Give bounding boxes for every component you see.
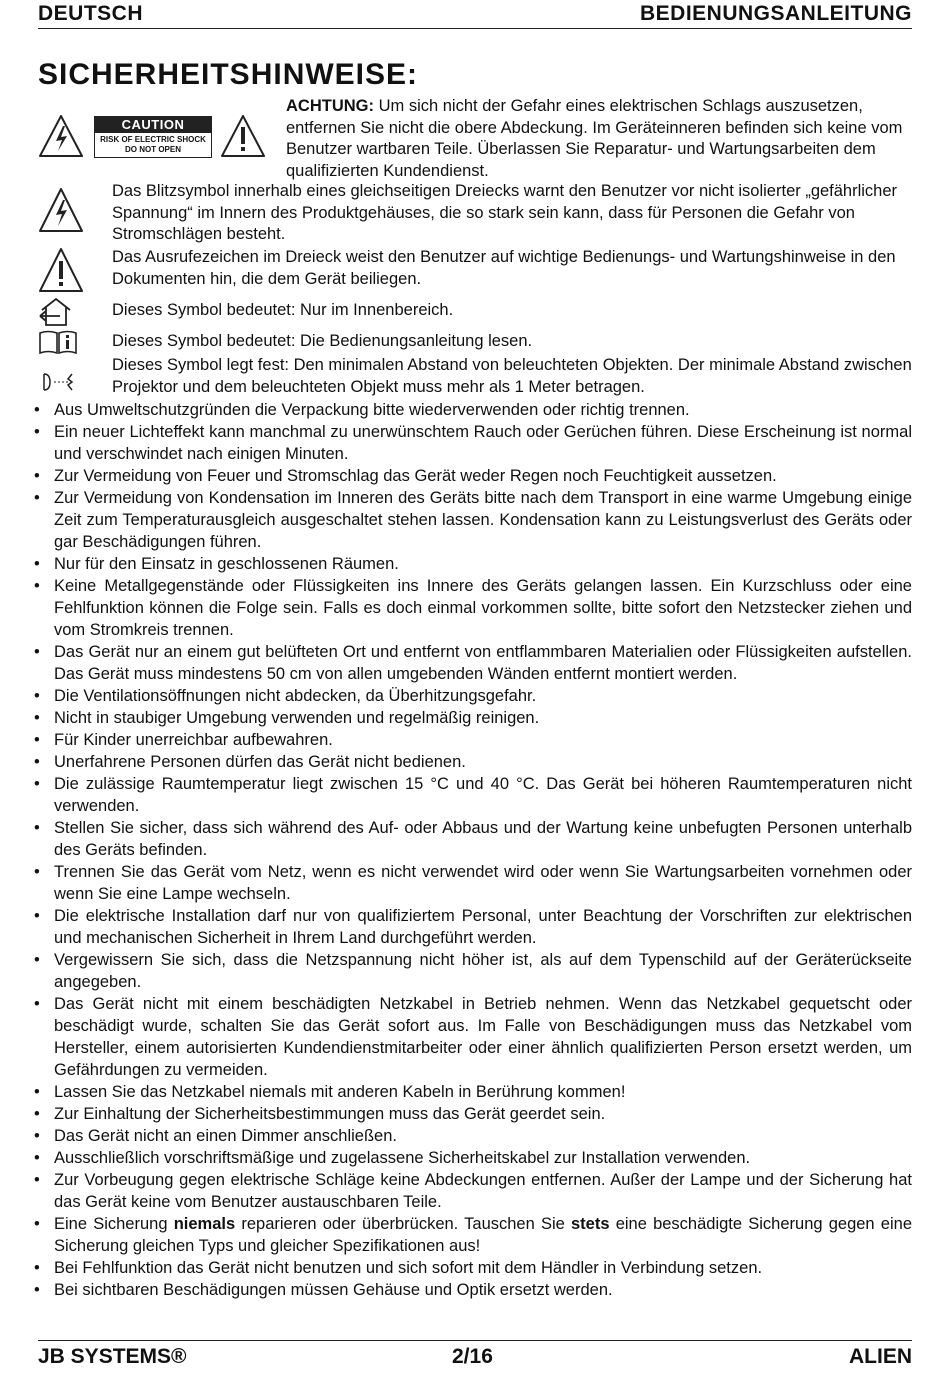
list-item: • Unerfahrene Personen dürfen das Gerät nicht bedienen. [30,751,912,773]
symbol-row-lightning [38,181,912,245]
header-language: DEUTSCH [38,2,144,25]
symbol-text: Dieses Symbol bedeutet: Die Bedienungsanleitung lesen. [112,332,533,350]
list-item: • Ausschließlich vorschriftsmäßige und zugelassene Sicherheitskabel zur Installation verwenden. [30,1147,912,1169]
symbol-text: Dieses Symbol legt fest: Den minimalen Abstand von beleuchteten Objekten. Der minimale Abstand zwischen Projektor und dem beleuchteten Objekt muss mehr als 1 Meter betragen. [112,356,912,396]
caution-label-title: CAUTION [95,117,211,133]
symbol-row-indoor [38,300,912,328]
header-doc-type: BEDIENUNGSANLEITUNG [639,2,912,25]
symbol-row-manual [38,331,912,357]
achtung-paragraph [286,96,912,182]
list-item: • Bei Fehlfunktion das Gerät nicht benutzen und sich sofort mit dem Händler in Verbindung setzen. [30,1257,912,1279]
symbol-text: Das Ausrufezeichen im Dreieck weist den Benutzer auf wichtige Bedienungs- und Wartungshinweise in den Dokumenten hin, die dem Gerät beiliegen. [112,248,896,288]
fuse-emphasis-always: stets [570,1215,610,1233]
exclamation-triangle-icon [220,114,266,158]
list-item: • Die zulässige Raumtemperatur liegt zwischen 15 °C und 40 °C. Das Gerät bei höheren Raumtemperaturen nicht verwenden. [30,773,912,817]
caution-section [38,96,912,180]
read-manual-icon [38,329,78,355]
list-item: • Ein neuer Lichteffekt kann manchmal zu unerwünschtem Rauch oder Gerüchen führen. Diese Erscheinung ist normal und verschwindet nach einigen Minuten. [30,421,912,465]
list-item: • Das Gerät nicht an einen Dimmer anschließen. [30,1125,912,1147]
list-item: • Zur Vermeidung von Kondensation im Inneren des Geräts bitte nach dem Transport in eine warme Umgebung einige Zeit zum Temperaturausgleich ausgeschaltet stehen lassen. Kondensation kann zu Leistungsverlust des Geräts oder gar Beschädigungen führen. [30,487,912,553]
achtung-text: Um sich nicht der Gefahr eines elektrischen Schlags auszusetzen, entfernen Sie nicht die obere Abdeckung. Im Geräteinneren befinden sich keine vom Benutzer wartbaren Teile. Überlassen Sie Reparatur- und Wartungsarbeiten dem qualifizierten Kundendienst. [286,97,903,180]
list-item: • Das Gerät nur an einem gut belüfteten Ort und entfernt von entflammbaren Materialien oder Flüssigkeiten aufstellen. Das Gerät muss mindestens 50 cm von allen umgebenden Wänden entfernt montiert werden. [30,641,912,685]
list-item: • Aus Umweltschutzgründen die Verpackung bitte wiederverwenden oder richtig trennen. [30,399,912,421]
symbol-row-distance [38,355,912,399]
list-item: • Trennen Sie das Gerät vom Netz, wenn es nicht verwendet wird oder wenn Sie Wartungsarbeiten vornehmen oder wenn Sie eine Lampe wechseln. [30,861,912,905]
footer-product: ALIEN [849,1345,912,1368]
lightning-triangle-icon [38,114,84,158]
caution-label-line2: DO NOT OPEN [124,145,181,154]
indoor-house-icon [38,296,74,328]
list-item: • Für Kinder unerreichbar aufbewahren. [30,729,912,751]
page-header [38,2,912,29]
list-item: • Zur Vorbeugung gegen elektrische Schläge keine Abdeckungen entfernen. Außer der Lampe und der Sicherung hat das Gerät keine vom Benutzer austauschbaren Teile. [30,1169,912,1213]
fuse-emphasis-never: niemals [173,1215,236,1233]
fuse-text-3: eine beschädigte Sicherung gegen eine Sicherung gleichen Typs und gleicher Spezifikationen aus! [54,1215,912,1255]
symbol-text: Dieses Symbol bedeutet: Nur im Innenbereich. [112,301,454,319]
caution-label [94,116,212,158]
list-item: • Die elektrische Installation darf nur von qualifiziertem Personal, unter Beachtung der Vorschriften zur elektrischen und mechanischen Sicherheit in Ihrem Land durchgeführt werden. [30,905,912,949]
list-item: • Zur Einhaltung der Sicherheitsbestimmungen muss das Gerät geerdet sein. [30,1103,912,1125]
symbol-text: Das Blitzsymbol innerhalb eines gleichseitigen Dreiecks warnt den Benutzer vor nicht isolierter „gefährlicher Spannung“ im Innern des Produktgehäuses, die so stark sein kann, dass für Personen die Gefahr von Stromschlägen besteht. [112,182,898,243]
fuse-text-2: reparieren oder überbrücken. Tauschen Sie [235,1215,571,1233]
minimum-distance-icon [38,371,78,393]
list-item: • Die Ventilationsöffnungen nicht abdecken, da Überhitzungsgefahr. [30,685,912,707]
safety-bullet-list [30,399,912,1301]
page-footer [38,1340,912,1371]
list-item: • Vergewissern Sie sich, dass die Netzspannung nicht höher ist, als auf dem Typenschild auf der Geräterückseite angegeben. [30,949,912,993]
exclamation-triangle-icon [38,247,84,293]
list-item: • Nicht in staubiger Umgebung verwenden und regelmäßig reinigen. [30,707,912,729]
list-item: • Stellen Sie sicher, dass sich während des Auf- oder Abbaus und der Wartung keine unbefugten Personen unterhalb des Geräts befinden. [30,817,912,861]
list-item-fuse [30,1213,912,1257]
footer-brand: JB SYSTEMS® [38,1345,187,1368]
symbol-row-exclamation [38,247,912,295]
list-item: • Bei sichtbaren Beschädigungen müssen Gehäuse und Optik ersetzt werden. [30,1279,912,1301]
footer-page-number: 2/16 [452,1345,493,1368]
page-title: SICHERHEITSHINWEISE: [38,58,419,91]
caution-label-line1: RISK OF ELECTRIC SHOCK [100,135,206,144]
fuse-text-1: Eine Sicherung [54,1215,174,1233]
list-item: • Nur für den Einsatz in geschlossenen Räumen. [30,553,912,575]
lightning-triangle-icon [38,187,84,233]
list-item: • Lassen Sie das Netzkabel niemals mit anderen Kabeln in Berührung kommen! [30,1081,912,1103]
list-item: • Keine Metallgegenstände oder Flüssigkeiten ins Innere des Geräts gelangen lassen. Ein Kurzschluss oder eine Fehlfunktion können die Folge sein. Falls es doch einmal vorkommen sollte, bitte sofort den Netzstecker ziehen und vom Stromkreis trennen. [30,575,912,641]
achtung-label: ACHTUNG: [286,97,374,115]
list-item: • Zur Vermeidung von Feuer und Stromschlag das Gerät weder Regen noch Feuchtigkeit aussetzen. [30,465,912,487]
list-item: • Das Gerät nicht mit einem beschädigten Netzkabel in Betrieb nehmen. Wenn das Netzkabel gequetscht oder beschädigt wurde, schalten Sie das Gerät sofort aus. Im Falle von Beschädigungen muss das Netzkabel vom Hersteller, einem autorisierten Kundendienstmitarbeiter oder einer ähnlich qualifizierten Person ersetzt werden, um Gefährdungen zu vermeiden. [30,993,912,1081]
